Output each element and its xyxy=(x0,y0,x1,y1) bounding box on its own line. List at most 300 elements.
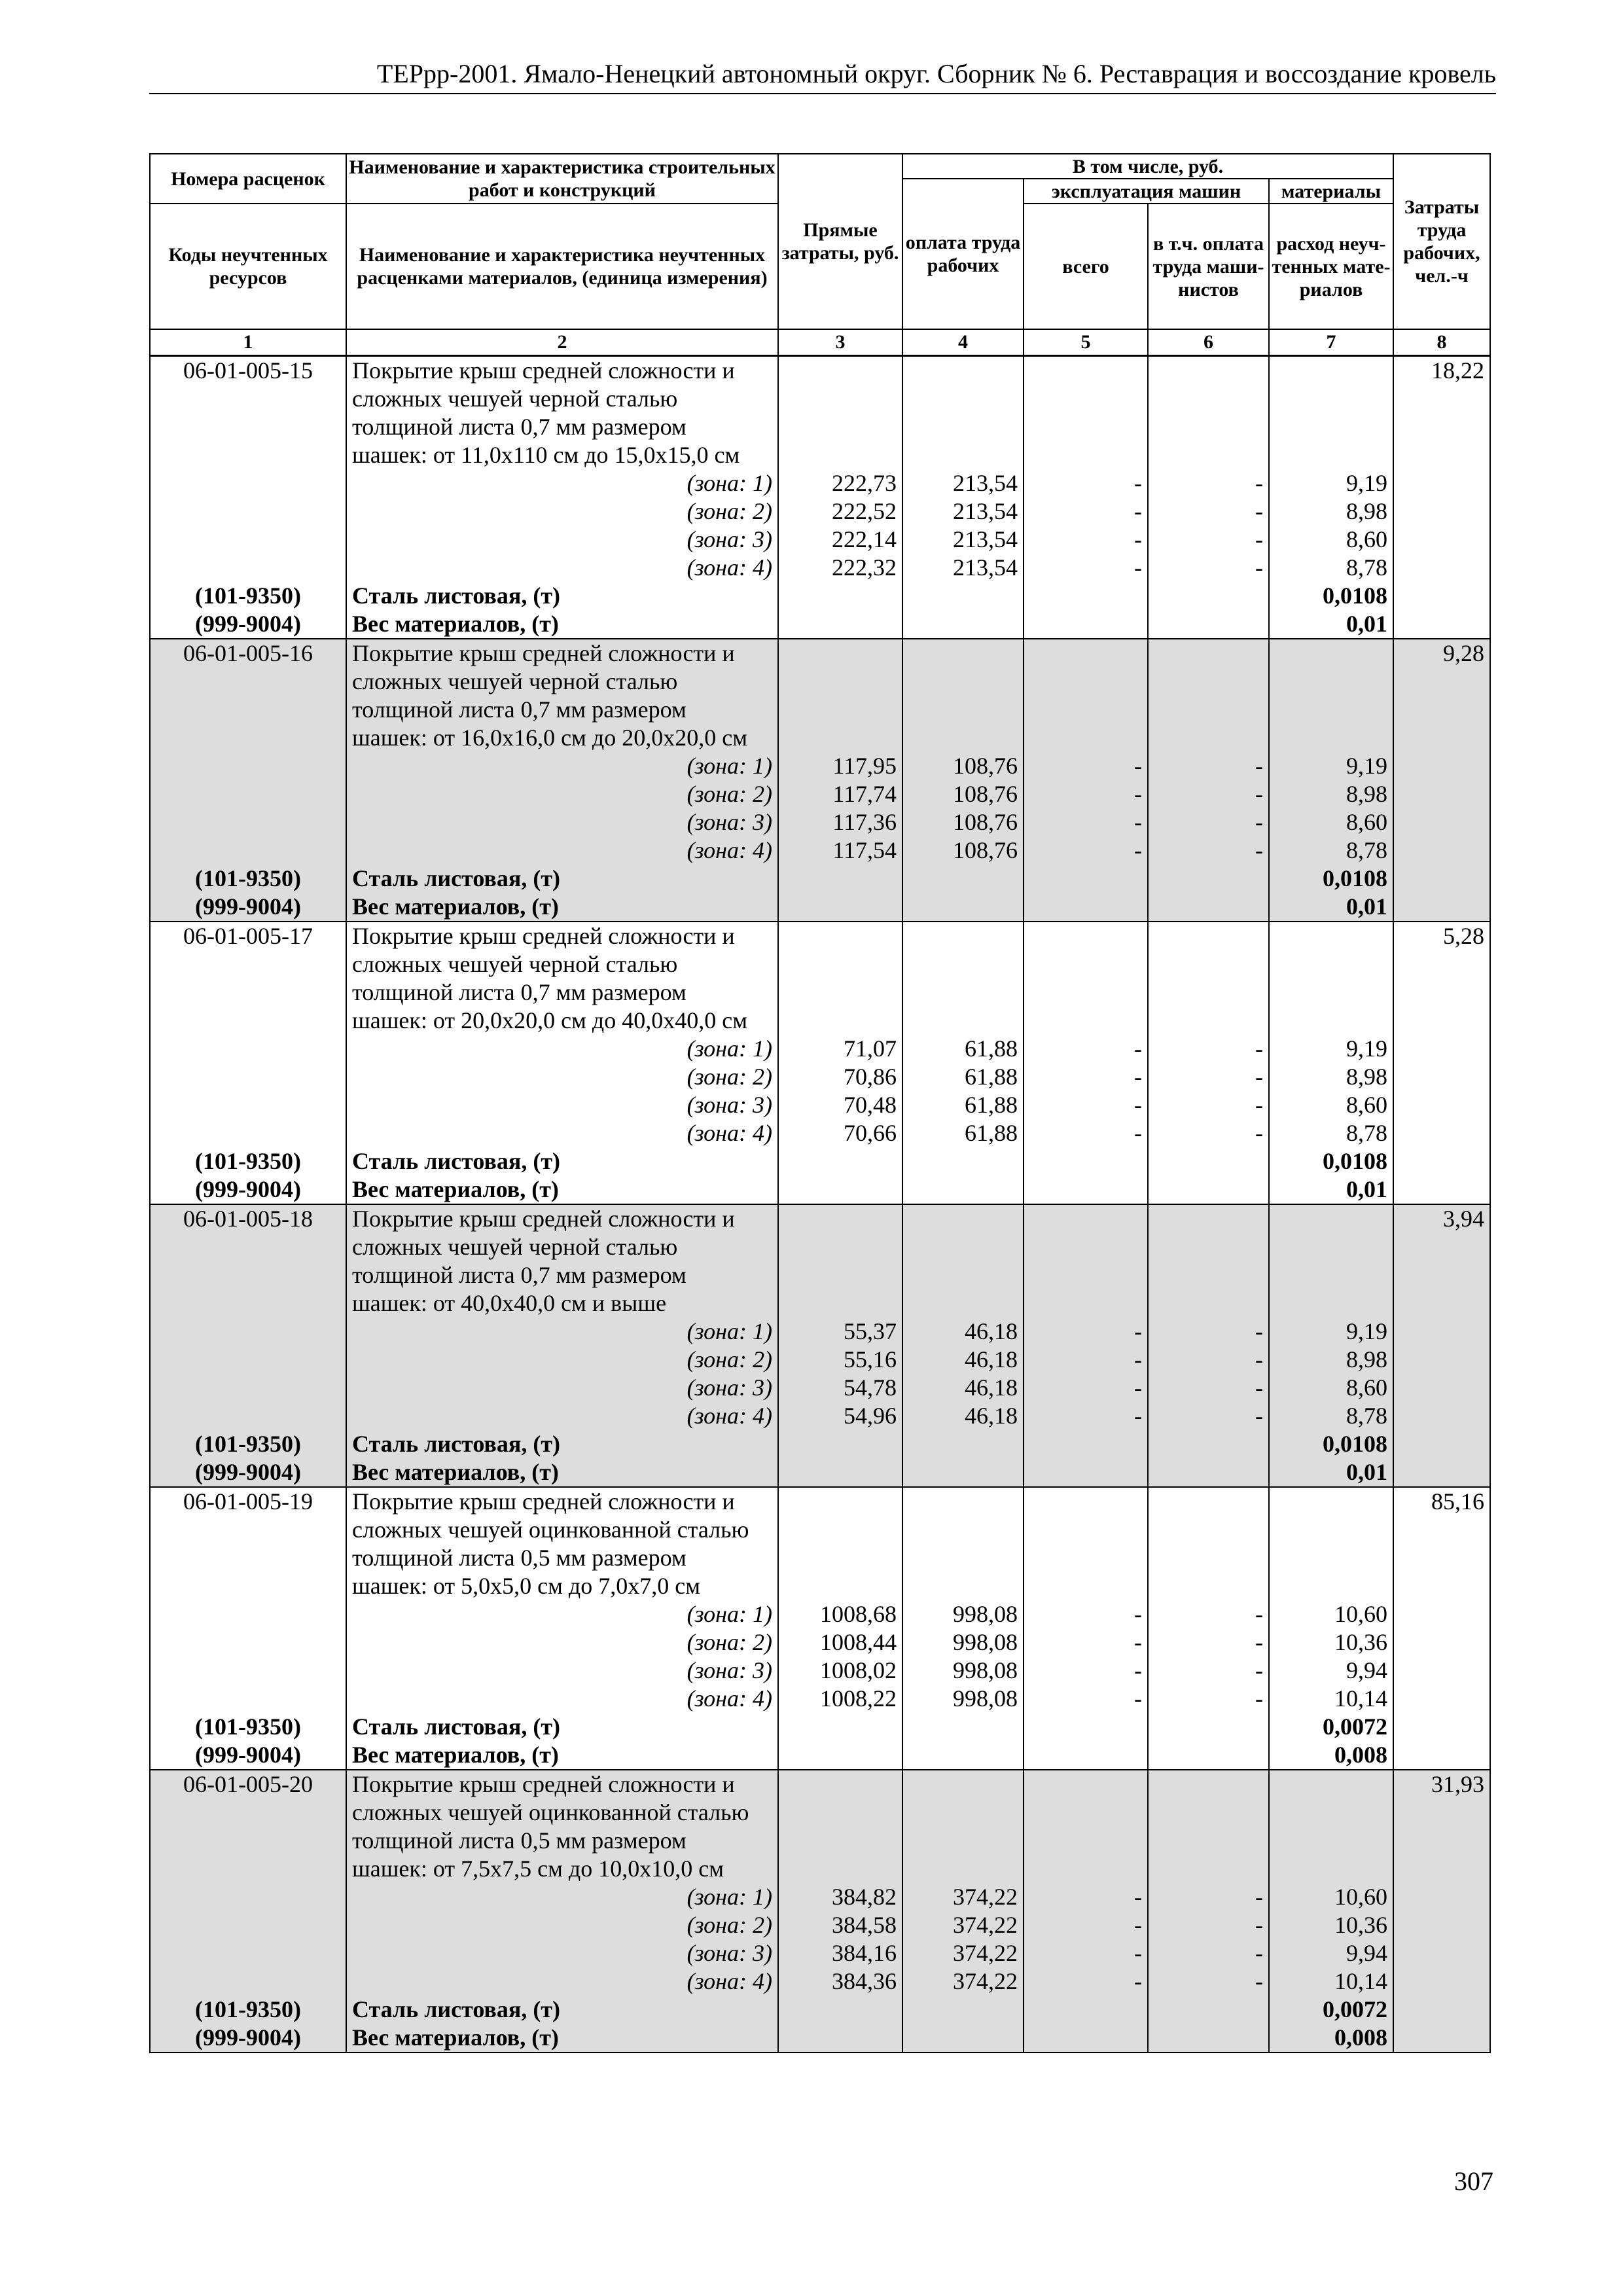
empty-cell xyxy=(150,1600,346,1628)
empty-cell xyxy=(150,1855,346,1883)
materials-value: 9,19 xyxy=(1269,1318,1393,1346)
empty-cell xyxy=(778,441,902,469)
rate-description-row xyxy=(150,385,1490,413)
resource-row xyxy=(150,1175,1490,1204)
wages-value: 46,18 xyxy=(902,1374,1024,1402)
rate-description-row xyxy=(150,950,1490,978)
empty-cell xyxy=(902,385,1024,413)
empty-cell xyxy=(778,1175,902,1204)
empty-cell xyxy=(1148,1741,1269,1770)
header-labor: Затраты труда рабочих, чел.-ч xyxy=(1393,154,1490,329)
empty-cell xyxy=(1393,1147,1490,1175)
empty-cell xyxy=(1148,1996,1269,2024)
rate-description-row xyxy=(150,441,1490,469)
empty-cell xyxy=(1148,1572,1269,1600)
empty-cell xyxy=(1393,1402,1490,1430)
zone-label: (зона: 2) xyxy=(346,497,778,526)
resource-row xyxy=(150,865,1490,893)
zone-label: (зона: 4) xyxy=(346,836,778,865)
column-number: 7 xyxy=(1269,329,1393,356)
empty-cell xyxy=(1024,413,1148,441)
zone-row xyxy=(150,808,1490,836)
zone-label: (зона: 1) xyxy=(346,1318,778,1346)
zone-row xyxy=(150,1600,1490,1628)
rate-description-line: шашек: от 7,5х7,5 см до 10,0х10,0 см xyxy=(346,1855,778,1883)
materials-value: 9,19 xyxy=(1269,469,1393,497)
rate-description-line: толщиной листа 0,7 мм размером xyxy=(346,978,778,1007)
empty-cell xyxy=(902,893,1024,922)
machines-total-value: - xyxy=(1024,469,1148,497)
materials-value: 10,14 xyxy=(1269,1685,1393,1713)
empty-cell xyxy=(778,922,902,950)
empty-cell xyxy=(778,610,902,639)
empty-cell xyxy=(1269,724,1393,752)
zone-row xyxy=(150,1035,1490,1063)
machines-total-value: - xyxy=(1024,808,1148,836)
machines-total-value: - xyxy=(1024,1911,1148,1939)
empty-cell xyxy=(1148,696,1269,724)
empty-cell xyxy=(902,1007,1024,1035)
rate-description-line: толщиной листа 0,5 мм размером xyxy=(346,1827,778,1855)
wages-value: 61,88 xyxy=(902,1119,1024,1147)
empty-cell xyxy=(150,1261,346,1289)
zone-row xyxy=(150,497,1490,526)
empty-cell xyxy=(902,1487,1024,1516)
materials-value: 8,98 xyxy=(1269,780,1393,808)
zone-label: (зона: 3) xyxy=(346,808,778,836)
empty-cell xyxy=(778,582,902,610)
direct-costs-value: 222,32 xyxy=(778,554,902,582)
empty-cell xyxy=(1269,1487,1393,1516)
machinist-wages-value: - xyxy=(1148,1628,1269,1657)
empty-cell xyxy=(1024,724,1148,752)
resource-row xyxy=(150,1996,1490,2024)
header-resource-codes: Коды неучтенных ресурсов xyxy=(150,204,346,329)
empty-cell xyxy=(1024,922,1148,950)
machinist-wages-value: - xyxy=(1148,526,1269,554)
resource-code: (101-9350) xyxy=(150,1147,346,1175)
empty-cell xyxy=(1024,893,1148,922)
empty-cell xyxy=(1148,1175,1269,1204)
empty-cell xyxy=(1269,1233,1393,1261)
machines-total-value: - xyxy=(1024,1685,1148,1713)
empty-cell xyxy=(1393,1600,1490,1628)
labor-cost: 3,94 xyxy=(1393,1204,1490,1233)
empty-cell xyxy=(1393,1007,1490,1035)
header-including: В том числе, руб. xyxy=(902,154,1393,179)
resource-name: Вес материалов, (т) xyxy=(346,2024,778,2053)
zone-row xyxy=(150,780,1490,808)
machines-total-value: - xyxy=(1024,1119,1148,1147)
resource-consumption: 0,008 xyxy=(1269,2024,1393,2053)
empty-cell xyxy=(778,1233,902,1261)
empty-cell xyxy=(902,1458,1024,1487)
direct-costs-value: 1008,02 xyxy=(778,1657,902,1685)
materials-value: 8,78 xyxy=(1269,1402,1393,1430)
rate-description-line: толщиной листа 0,7 мм размером xyxy=(346,696,778,724)
rate-description-line: сложных чешуей черной сталью xyxy=(346,1233,778,1261)
empty-cell xyxy=(150,1544,346,1572)
zone-label: (зона: 1) xyxy=(346,469,778,497)
wages-value: 374,22 xyxy=(902,1967,1024,1996)
machines-total-value: - xyxy=(1024,1883,1148,1911)
direct-costs-value: 54,96 xyxy=(778,1402,902,1430)
empty-cell xyxy=(1148,1204,1269,1233)
empty-cell xyxy=(150,1063,346,1091)
header-machines-total: всего xyxy=(1024,204,1148,329)
empty-cell xyxy=(150,526,346,554)
empty-cell xyxy=(778,1713,902,1741)
empty-cell xyxy=(902,1175,1024,1204)
empty-cell xyxy=(1393,1374,1490,1402)
machines-total-value: - xyxy=(1024,1657,1148,1685)
empty-cell xyxy=(1024,582,1148,610)
empty-cell xyxy=(1393,1233,1490,1261)
zone-row xyxy=(150,1374,1490,1402)
direct-costs-value: 222,73 xyxy=(778,469,902,497)
materials-value: 8,60 xyxy=(1269,526,1393,554)
empty-cell xyxy=(1269,1572,1393,1600)
rate-description-row xyxy=(150,356,1490,386)
machinist-wages-value: - xyxy=(1148,1318,1269,1346)
zone-label: (зона: 2) xyxy=(346,780,778,808)
empty-cell xyxy=(150,1516,346,1544)
materials-value: 8,98 xyxy=(1269,1063,1393,1091)
empty-cell xyxy=(778,1996,902,2024)
zone-row xyxy=(150,1685,1490,1713)
empty-cell xyxy=(1393,1035,1490,1063)
empty-cell xyxy=(778,668,902,696)
rate-description-row xyxy=(150,1572,1490,1600)
direct-costs-value: 117,95 xyxy=(778,752,902,780)
empty-cell xyxy=(1148,1261,1269,1289)
empty-cell xyxy=(1393,1996,1490,2024)
zone-label: (зона: 2) xyxy=(346,1063,778,1091)
rate-description-line: сложных чешуей черной сталью xyxy=(346,950,778,978)
direct-costs-value: 1008,22 xyxy=(778,1685,902,1713)
header-materials: материалы xyxy=(1269,179,1393,204)
empty-cell xyxy=(1393,1827,1490,1855)
empty-cell xyxy=(902,356,1024,386)
empty-cell xyxy=(778,724,902,752)
empty-cell xyxy=(902,724,1024,752)
empty-cell xyxy=(1148,893,1269,922)
empty-cell xyxy=(1393,1939,1490,1967)
wages-value: 46,18 xyxy=(902,1346,1024,1374)
empty-cell xyxy=(150,1035,346,1063)
zone-row xyxy=(150,1967,1490,1996)
rate-description-line: шашек: от 5,0х5,0 см до 7,0х7,0 см xyxy=(346,1572,778,1600)
empty-cell xyxy=(1024,950,1148,978)
empty-cell xyxy=(1393,1713,1490,1741)
resource-consumption: 0,0108 xyxy=(1269,1430,1393,1458)
empty-cell xyxy=(150,1346,346,1374)
wages-value: 46,18 xyxy=(902,1402,1024,1430)
resource-name: Сталь листовая, (т) xyxy=(346,1713,778,1741)
empty-cell xyxy=(150,1007,346,1035)
empty-cell xyxy=(1024,610,1148,639)
empty-cell xyxy=(1269,1204,1393,1233)
machinist-wages-value: - xyxy=(1148,1967,1269,1996)
wages-value: 46,18 xyxy=(902,1318,1024,1346)
direct-costs-value: 70,66 xyxy=(778,1119,902,1147)
empty-cell xyxy=(150,808,346,836)
empty-cell xyxy=(1393,441,1490,469)
empty-cell xyxy=(150,1911,346,1939)
rate-description-row xyxy=(150,1799,1490,1827)
empty-cell xyxy=(1024,441,1148,469)
empty-cell xyxy=(1393,469,1490,497)
machinist-wages-value: - xyxy=(1148,1657,1269,1685)
empty-cell xyxy=(778,1487,902,1516)
materials-value: 9,19 xyxy=(1269,752,1393,780)
empty-cell xyxy=(150,469,346,497)
empty-cell xyxy=(778,2024,902,2053)
direct-costs-value: 117,74 xyxy=(778,780,902,808)
empty-cell xyxy=(1393,1175,1490,1204)
resource-row xyxy=(150,1147,1490,1175)
zone-label: (зона: 3) xyxy=(346,1657,778,1685)
resource-name: Вес материалов, (т) xyxy=(346,1741,778,1770)
empty-cell xyxy=(1024,1487,1148,1516)
empty-cell xyxy=(1148,1430,1269,1458)
empty-cell xyxy=(778,413,902,441)
empty-cell xyxy=(1269,1799,1393,1827)
zone-row xyxy=(150,526,1490,554)
empty-cell xyxy=(1393,1741,1490,1770)
rate-description-line: шашек: от 11,0х110 см до 15,0х15,0 см xyxy=(346,441,778,469)
header-machine-operation: эксплуатация машин xyxy=(1024,179,1269,204)
empty-cell xyxy=(1024,1430,1148,1458)
rate-description-line: сложных чешуей оцинкованной сталью xyxy=(346,1799,778,1827)
empty-cell xyxy=(778,385,902,413)
empty-cell xyxy=(150,1628,346,1657)
empty-cell xyxy=(1024,1261,1148,1289)
rate-description-row xyxy=(150,1289,1490,1318)
empty-cell xyxy=(150,978,346,1007)
empty-cell xyxy=(150,696,346,724)
empty-cell xyxy=(1393,1516,1490,1544)
empty-cell xyxy=(1393,1261,1490,1289)
machinist-wages-value: - xyxy=(1148,469,1269,497)
empty-cell xyxy=(1148,441,1269,469)
direct-costs-value: 1008,44 xyxy=(778,1628,902,1657)
empty-cell xyxy=(150,554,346,582)
rate-description-line: толщиной листа 0,7 мм размером xyxy=(346,1261,778,1289)
zone-row xyxy=(150,1346,1490,1374)
wages-value: 108,76 xyxy=(902,780,1024,808)
machinist-wages-value: - xyxy=(1148,1402,1269,1430)
zone-label: (зона: 2) xyxy=(346,1911,778,1939)
empty-cell xyxy=(1393,1883,1490,1911)
machinist-wages-value: - xyxy=(1148,1600,1269,1628)
machines-total-value: - xyxy=(1024,497,1148,526)
empty-cell xyxy=(902,1572,1024,1600)
rate-description-line: Покрытие крыш средней сложности и xyxy=(346,922,778,950)
zone-label: (зона: 3) xyxy=(346,526,778,554)
wages-value: 61,88 xyxy=(902,1035,1024,1063)
resource-name: Сталь листовая, (т) xyxy=(346,1147,778,1175)
machinist-wages-value: - xyxy=(1148,1091,1269,1119)
column-number: 6 xyxy=(1148,329,1269,356)
machinist-wages-value: - xyxy=(1148,497,1269,526)
resource-consumption: 0,01 xyxy=(1269,893,1393,922)
column-number: 4 xyxy=(902,329,1024,356)
empty-cell xyxy=(150,724,346,752)
labor-cost: 31,93 xyxy=(1393,1770,1490,1799)
materials-value: 8,78 xyxy=(1269,836,1393,865)
rate-description-line: сложных чешуей черной сталью xyxy=(346,668,778,696)
column-number: 1 xyxy=(150,329,346,356)
empty-cell xyxy=(1269,922,1393,950)
empty-cell xyxy=(1024,1147,1148,1175)
materials-value: 10,60 xyxy=(1269,1883,1393,1911)
resource-consumption: 0,0108 xyxy=(1269,582,1393,610)
zone-row xyxy=(150,1628,1490,1657)
empty-cell xyxy=(902,1261,1024,1289)
machines-total-value: - xyxy=(1024,1967,1148,1996)
empty-cell xyxy=(1024,1855,1148,1883)
materials-value: 10,36 xyxy=(1269,1911,1393,1939)
resource-row xyxy=(150,582,1490,610)
empty-cell xyxy=(1269,413,1393,441)
zone-label: (зона: 4) xyxy=(346,1119,778,1147)
resource-consumption: 0,0072 xyxy=(1269,1996,1393,2024)
empty-cell xyxy=(150,1233,346,1261)
resource-name: Вес материалов, (т) xyxy=(346,893,778,922)
machines-total-value: - xyxy=(1024,1402,1148,1430)
empty-cell xyxy=(1393,1967,1490,1996)
empty-cell xyxy=(1148,1799,1269,1827)
empty-cell xyxy=(150,1374,346,1402)
empty-cell xyxy=(778,1261,902,1289)
empty-cell xyxy=(902,1204,1024,1233)
labor-cost: 85,16 xyxy=(1393,1487,1490,1516)
machinist-wages-value: - xyxy=(1148,1939,1269,1967)
empty-cell xyxy=(1269,668,1393,696)
column-numbers-row xyxy=(150,329,1490,356)
machines-total-value: - xyxy=(1024,526,1148,554)
empty-cell xyxy=(902,1233,1024,1261)
empty-cell xyxy=(1148,1487,1269,1516)
direct-costs-value: 117,54 xyxy=(778,836,902,865)
materials-value: 8,60 xyxy=(1269,808,1393,836)
rate-description-line: сложных чешуей черной сталью xyxy=(346,385,778,413)
empty-cell xyxy=(902,1544,1024,1572)
empty-cell xyxy=(150,1939,346,1967)
materials-value: 8,98 xyxy=(1269,497,1393,526)
wages-value: 213,54 xyxy=(902,526,1024,554)
empty-cell xyxy=(1024,1544,1148,1572)
rate-code: 06-01-005-16 xyxy=(150,639,346,668)
empty-cell xyxy=(150,1091,346,1119)
rate-description-line: Покрытие крыш средней сложности и xyxy=(346,1487,778,1516)
empty-cell xyxy=(1269,1770,1393,1799)
zone-label: (зона: 3) xyxy=(346,1091,778,1119)
empty-cell xyxy=(1148,1544,1269,1572)
empty-cell xyxy=(1393,610,1490,639)
empty-cell xyxy=(1393,582,1490,610)
empty-cell xyxy=(778,1741,902,1770)
empty-cell xyxy=(1024,1516,1148,1544)
empty-cell xyxy=(1148,1855,1269,1883)
labor-cost: 18,22 xyxy=(1393,356,1490,386)
resource-name: Вес материалов, (т) xyxy=(346,1458,778,1487)
empty-cell xyxy=(902,1827,1024,1855)
zone-label: (зона: 4) xyxy=(346,1967,778,1996)
machinist-wages-value: - xyxy=(1148,1911,1269,1939)
zone-row xyxy=(150,1091,1490,1119)
empty-cell xyxy=(1269,385,1393,413)
resource-code: (999-9004) xyxy=(150,893,346,922)
machinist-wages-value: - xyxy=(1148,1685,1269,1713)
empty-cell xyxy=(1148,724,1269,752)
empty-cell xyxy=(1393,1458,1490,1487)
materials-value: 8,98 xyxy=(1269,1346,1393,1374)
machinist-wages-value: - xyxy=(1148,752,1269,780)
empty-cell xyxy=(150,1318,346,1346)
rate-description-row xyxy=(150,922,1490,950)
empty-cell xyxy=(1269,1855,1393,1883)
empty-cell xyxy=(1024,1458,1148,1487)
empty-cell xyxy=(902,1516,1024,1544)
empty-cell xyxy=(1024,865,1148,893)
empty-cell xyxy=(1024,978,1148,1007)
rate-description-row xyxy=(150,413,1490,441)
resource-code: (999-9004) xyxy=(150,610,346,639)
machinist-wages-value: - xyxy=(1148,780,1269,808)
empty-cell xyxy=(778,893,902,922)
resource-name: Вес материалов, (т) xyxy=(346,1175,778,1204)
empty-cell xyxy=(1024,1007,1148,1035)
empty-cell xyxy=(1393,497,1490,526)
machines-total-value: - xyxy=(1024,1628,1148,1657)
empty-cell xyxy=(1393,1318,1490,1346)
empty-cell xyxy=(1269,1261,1393,1289)
empty-cell xyxy=(1148,2024,1269,2053)
resource-name: Сталь листовая, (т) xyxy=(346,1430,778,1458)
empty-cell xyxy=(1393,1572,1490,1600)
empty-cell xyxy=(1393,696,1490,724)
resource-code: (101-9350) xyxy=(150,1996,346,2024)
materials-value: 10,36 xyxy=(1269,1628,1393,1657)
rate-code: 06-01-005-18 xyxy=(150,1204,346,1233)
empty-cell xyxy=(150,950,346,978)
empty-cell xyxy=(150,836,346,865)
machines-total-value: - xyxy=(1024,1063,1148,1091)
zone-row xyxy=(150,1402,1490,1430)
empty-cell xyxy=(150,780,346,808)
zone-row xyxy=(150,1883,1490,1911)
empty-cell xyxy=(778,1770,902,1799)
empty-cell xyxy=(1024,1175,1148,1204)
zone-label: (зона: 2) xyxy=(346,1346,778,1374)
direct-costs-value: 70,48 xyxy=(778,1091,902,1119)
wages-value: 213,54 xyxy=(902,469,1024,497)
empty-cell xyxy=(1393,1289,1490,1318)
empty-cell xyxy=(1024,1204,1148,1233)
wages-value: 374,22 xyxy=(902,1883,1024,1911)
empty-cell xyxy=(1024,356,1148,386)
empty-cell xyxy=(1148,610,1269,639)
empty-cell xyxy=(150,1572,346,1600)
empty-cell xyxy=(1269,1007,1393,1035)
resource-code: (101-9350) xyxy=(150,582,346,610)
rate-description-row xyxy=(150,639,1490,668)
empty-cell xyxy=(902,1147,1024,1175)
resource-row xyxy=(150,2024,1490,2053)
materials-value: 8,78 xyxy=(1269,554,1393,582)
